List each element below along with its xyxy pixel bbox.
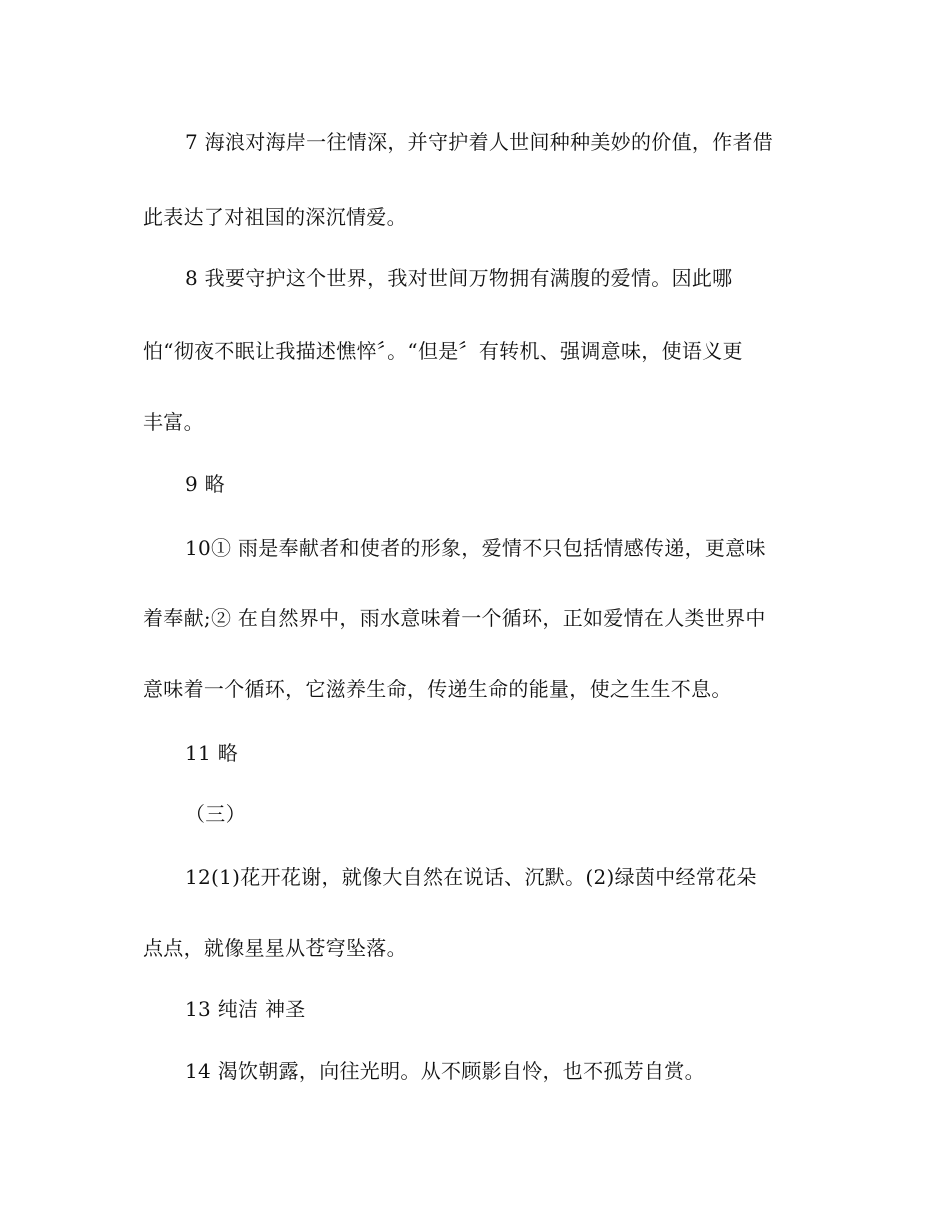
answer-12-line-1: 12(1)花开花谢，就像大自然在说话、沉默。(2)绿茵中经常花朵 xyxy=(185,865,757,889)
answer-14: 14 渴饮朝露，向往光明。从不顾影自怜，也不孤芳自赏。 xyxy=(185,1059,705,1083)
answer-11: 11 略 xyxy=(185,741,239,765)
answer-10-line-3: 意味着一个循环，它滋养生命，传递生命的能量，使之生生不息。 xyxy=(143,677,732,701)
answer-7-line-2: 此表达了对祖国的深沉情爱。 xyxy=(143,205,407,229)
answer-12-line-2: 点点，就像星星从苍穹坠落。 xyxy=(143,936,407,960)
answer-10-line-2: 着奉献;② 在自然界中，雨水意味着一个循环，正如爱情在人类世界中 xyxy=(143,606,766,630)
answer-8-line-2: 怕“彻夜不眠让我描述憔悴〞。“但是〞有转机、强调意味，使语义更 xyxy=(143,339,743,363)
answer-7-line-1: 7 海浪对海岸一往情深，并守护着人世间种种美妙的价值，作者借 xyxy=(185,130,774,154)
answer-10-line-1: 10① 雨是奉献者和使者的形象，爱情不只包括情感传递，更意味 xyxy=(185,536,766,560)
answer-13: 13 纯洁 神圣 xyxy=(185,997,306,1021)
answer-8-line-1: 8 我要守护这个世界，我对世间万物拥有满腹的爱情。因此哪 xyxy=(185,266,733,290)
section-heading: （三） xyxy=(185,802,246,826)
answer-9: 9 略 xyxy=(185,472,225,496)
answer-8-line-3: 丰富。 xyxy=(143,410,204,434)
